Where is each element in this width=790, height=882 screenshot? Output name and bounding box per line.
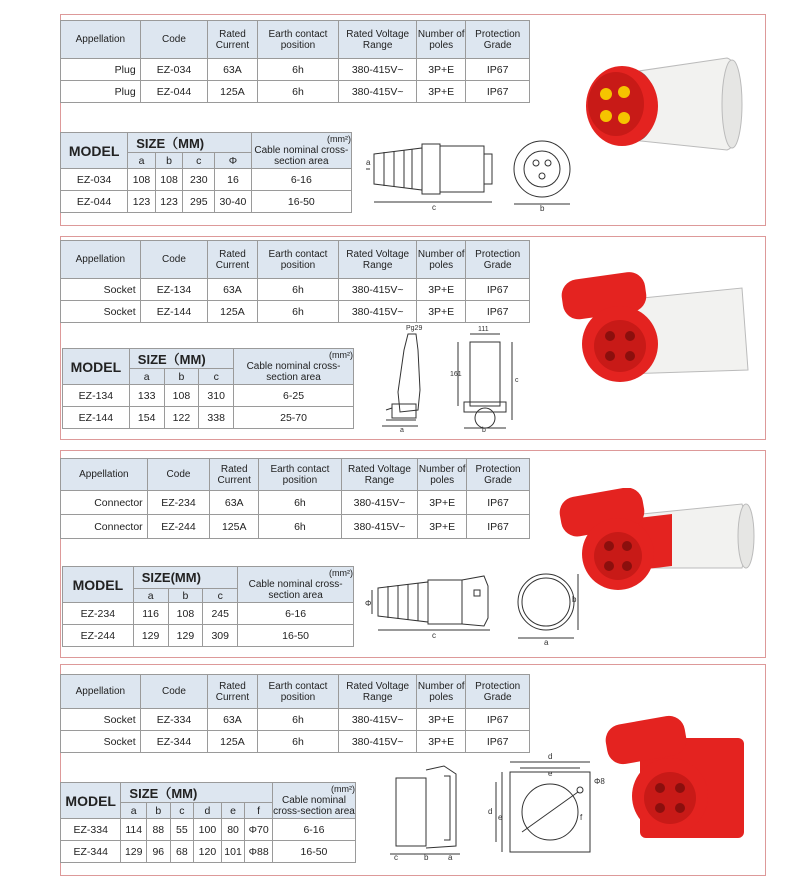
cell: 6-25 [234, 385, 354, 407]
cell: 108 [168, 603, 203, 625]
cell: Connector [61, 491, 148, 515]
cell: IP67 [466, 709, 530, 731]
cell: 380-415V~ [339, 279, 417, 301]
table-row [61, 169, 352, 191]
cell: EZ-234 [147, 491, 210, 515]
cell: 30-40 [215, 191, 251, 213]
cell: EZ-344 [140, 731, 208, 753]
cell: 3P+E [416, 81, 465, 103]
cell: 3P+E [416, 731, 465, 753]
dim-b: b [540, 204, 545, 212]
cell: 133 [129, 385, 164, 407]
header-size: SIZE（MM) [128, 133, 251, 153]
dim-phi: Φ [365, 599, 372, 608]
unit-label: (mm²) [329, 568, 353, 578]
cell: EZ-234 [63, 603, 134, 625]
cell: 125A [210, 515, 259, 539]
cell: 380-415V~ [341, 491, 418, 515]
header-earth-contact: Earth contact position [257, 21, 339, 59]
dim-a: a [544, 638, 549, 646]
cell: EZ-334 [140, 709, 208, 731]
cell: 6h [259, 491, 342, 515]
cell: EZ-034 [61, 169, 128, 191]
dim-label: c [203, 589, 238, 603]
unit-label: (mm²) [327, 134, 351, 144]
cell: 6h [257, 59, 339, 81]
cell: 16-50 [238, 625, 354, 647]
dim-label: b [155, 153, 183, 169]
cell: Φ88 [245, 841, 273, 863]
cell: 380-415V~ [339, 709, 417, 731]
header-voltage: Rated Voltage Range [341, 459, 418, 491]
header-model: MODEL [63, 349, 130, 385]
header-poles: Number of poles [416, 21, 465, 59]
dim-d-top: d [548, 752, 553, 761]
cell: EZ-334 [61, 819, 121, 841]
cell: 120 [194, 841, 222, 863]
cell: 63A [208, 279, 257, 301]
cell: IP67 [466, 59, 530, 81]
cell: 6h [257, 709, 339, 731]
cell: 310 [199, 385, 234, 407]
dim-c: c [432, 203, 436, 212]
cell: Φ70 [245, 819, 273, 841]
cell: 6-16 [238, 603, 354, 625]
dim-label: f [245, 803, 273, 819]
cell: 3P+E [418, 515, 467, 539]
cell: EZ-144 [63, 407, 130, 429]
table-row [63, 603, 354, 625]
dim-label: a [129, 369, 164, 385]
spec-table-connector [60, 458, 530, 539]
cell: 6h [257, 731, 339, 753]
header-voltage: Rated Voltage Range [339, 21, 417, 59]
connector-product-image [552, 488, 762, 599]
cell: 125A [208, 81, 257, 103]
table-row [61, 191, 352, 213]
unit-label: (mm²) [331, 784, 355, 794]
cell: 3P+E [416, 301, 465, 323]
cell: 309 [203, 625, 238, 647]
header-model: MODEL [63, 567, 134, 603]
cell: 123 [155, 191, 183, 213]
header-rated-current: Rated Current [210, 459, 259, 491]
cell: 6h [257, 81, 339, 103]
size-table-connector [62, 566, 354, 647]
cell: 6h [259, 515, 342, 539]
cell: 129 [168, 625, 203, 647]
dim-a: a [400, 427, 404, 432]
cell: 123 [128, 191, 156, 213]
dim-161: 161 [450, 371, 462, 378]
cell: 101 [221, 841, 245, 863]
dim-label: a [133, 589, 168, 603]
dim-a: a [448, 853, 453, 862]
cell: EZ-244 [147, 515, 210, 539]
header-voltage: Rated Voltage Range [339, 675, 417, 709]
cell: 55 [170, 819, 194, 841]
wall-socket-product-image [552, 270, 762, 395]
table-row [61, 819, 356, 841]
cell: EZ-134 [63, 385, 130, 407]
dim-label: c [183, 153, 215, 169]
header-poles: Number of poles [416, 675, 465, 709]
header-protection: Protection Grade [466, 675, 530, 709]
cell: 88 [147, 819, 171, 841]
cell: 96 [147, 841, 171, 863]
cable-label: Cable nominal cross-section area [254, 145, 349, 167]
dim-111: 111 [478, 326, 489, 333]
cell: 125A [208, 301, 257, 323]
cell: EZ-144 [140, 301, 208, 323]
cell: 380-415V~ [339, 59, 417, 81]
cell: IP67 [466, 731, 530, 753]
dim-pg29: Pg29 [406, 325, 423, 332]
cell: 25-70 [234, 407, 354, 429]
header-rated-current: Rated Current [208, 21, 257, 59]
cell: 63A [208, 59, 257, 81]
header-code: Code [147, 459, 210, 491]
cell: 122 [164, 407, 199, 429]
cell: 16-50 [272, 841, 355, 863]
header-rated-current: Rated Current [208, 241, 257, 279]
cell: Plug [61, 59, 141, 81]
cell: 114 [121, 819, 147, 841]
spec-table-wall-socket [60, 240, 530, 323]
header-size: SIZE（MM) [129, 349, 233, 369]
table-row [61, 515, 530, 539]
cell: EZ-344 [61, 841, 121, 863]
cell: 16 [215, 169, 251, 191]
dim-a: a [366, 158, 371, 167]
header-code: Code [140, 241, 208, 279]
plug-product-image [572, 54, 762, 169]
header-model: MODEL [61, 133, 128, 169]
dimension-drawing-connector [364, 566, 584, 646]
dimension-drawing-wall-socket [378, 320, 538, 432]
cell: 100 [194, 819, 222, 841]
dim-c: c [394, 853, 398, 862]
cell: 380-415V~ [339, 731, 417, 753]
table-row [61, 279, 530, 301]
cell: 230 [183, 169, 215, 191]
cell: IP67 [466, 81, 530, 103]
cell: 108 [164, 385, 199, 407]
cell: Plug [61, 81, 141, 103]
dim-phi8: Φ8 [594, 777, 605, 786]
header-earth-contact: Earth contact position [257, 675, 339, 709]
panel-socket-product-image [600, 712, 760, 857]
header-size: SIZE（MM) [121, 783, 273, 803]
header-earth-contact: Earth contact position [257, 241, 339, 279]
cable-label: Cable nominal cross-section area [246, 361, 341, 383]
cell: 3P+E [416, 59, 465, 81]
table-row [61, 841, 356, 863]
dim-c: c [515, 377, 519, 384]
cell: Socket [61, 709, 141, 731]
header-appellation: Appellation [61, 21, 141, 59]
table-row [63, 385, 354, 407]
cell: 154 [129, 407, 164, 429]
dim-label: a [128, 153, 156, 169]
size-table-plug [60, 132, 352, 213]
dim-b: b [572, 595, 577, 604]
cell: 116 [133, 603, 168, 625]
header-cable [234, 349, 354, 385]
cell: 108 [128, 169, 156, 191]
header-appellation: Appellation [61, 675, 141, 709]
header-appellation: Appellation [61, 459, 148, 491]
header-cable [251, 133, 351, 169]
cell: 6-16 [251, 169, 351, 191]
dim-label: c [199, 369, 234, 385]
dim-label: Φ [215, 153, 251, 169]
dim-label: e [221, 803, 245, 819]
dim-e-top: e [548, 769, 553, 778]
cell: IP67 [467, 491, 530, 515]
header-model: MODEL [61, 783, 121, 819]
cell: Socket [61, 731, 141, 753]
dim-c: c [432, 631, 436, 640]
dimension-drawing-panel-socket [384, 750, 624, 862]
cell: 108 [155, 169, 183, 191]
size-table-panel-socket [60, 782, 356, 863]
header-protection: Protection Grade [467, 459, 530, 491]
cell: 3P+E [418, 491, 467, 515]
cell: 6h [257, 279, 339, 301]
unit-label: (mm²) [329, 350, 353, 360]
cell: 68 [170, 841, 194, 863]
spec-table-plug [60, 20, 530, 103]
cell: 6-16 [272, 819, 355, 841]
dim-label: a [121, 803, 147, 819]
cell: IP67 [467, 515, 530, 539]
header-cable [272, 783, 355, 819]
header-appellation: Appellation [61, 241, 141, 279]
header-voltage: Rated Voltage Range [339, 241, 417, 279]
cell: EZ-044 [61, 191, 128, 213]
dim-d-side: d [488, 807, 493, 816]
dim-f: f [580, 813, 583, 822]
header-cable [238, 567, 354, 603]
header-protection: Protection Grade [466, 21, 530, 59]
cell: 380-415V~ [339, 301, 417, 323]
cell: 63A [208, 709, 257, 731]
cell: 6h [257, 301, 339, 323]
header-code: Code [140, 21, 208, 59]
cell: 295 [183, 191, 215, 213]
cell: 129 [133, 625, 168, 647]
header-code: Code [140, 675, 208, 709]
header-poles: Number of poles [416, 241, 465, 279]
dim-label: b [147, 803, 171, 819]
cable-label: Cable nominal cross-section area [273, 795, 355, 817]
cell: Socket [61, 301, 141, 323]
table-row [61, 491, 530, 515]
dimension-drawing-plug [362, 132, 582, 212]
cell: 3P+E [416, 709, 465, 731]
header-size: SIZE(MM) [133, 567, 237, 589]
cell: EZ-034 [140, 59, 208, 81]
dim-b: b [424, 853, 429, 862]
header-poles: Number of poles [418, 459, 467, 491]
cell: 80 [221, 819, 245, 841]
dim-label: b [164, 369, 199, 385]
cell: Socket [61, 279, 141, 301]
cell: EZ-134 [140, 279, 208, 301]
table-row [61, 81, 530, 103]
table-row [61, 709, 530, 731]
cell: 63A [210, 491, 259, 515]
table-row [63, 407, 354, 429]
spec-table-panel-socket [60, 674, 530, 753]
dim-e-side: e [498, 813, 503, 822]
cell: 16-50 [251, 191, 351, 213]
cell: EZ-244 [63, 625, 134, 647]
header-earth-contact: Earth contact position [259, 459, 342, 491]
table-row [61, 59, 530, 81]
cell: IP67 [466, 279, 530, 301]
dim-label: c [170, 803, 194, 819]
cell: IP67 [466, 301, 530, 323]
dim-label: d [194, 803, 222, 819]
cell: 380-415V~ [341, 515, 418, 539]
dim-b: b [482, 427, 486, 432]
dim-label: b [168, 589, 203, 603]
header-rated-current: Rated Current [208, 675, 257, 709]
cell: 129 [121, 841, 147, 863]
cell: 338 [199, 407, 234, 429]
cell: 125A [208, 731, 257, 753]
size-table-wall-socket [62, 348, 354, 429]
cell: 380-415V~ [339, 81, 417, 103]
cell: 3P+E [416, 279, 465, 301]
cable-label: Cable nominal cross-section area [248, 579, 343, 601]
header-protection: Protection Grade [466, 241, 530, 279]
cell: Connector [61, 515, 148, 539]
cell: 245 [203, 603, 238, 625]
table-row [63, 625, 354, 647]
cell: EZ-044 [140, 81, 208, 103]
